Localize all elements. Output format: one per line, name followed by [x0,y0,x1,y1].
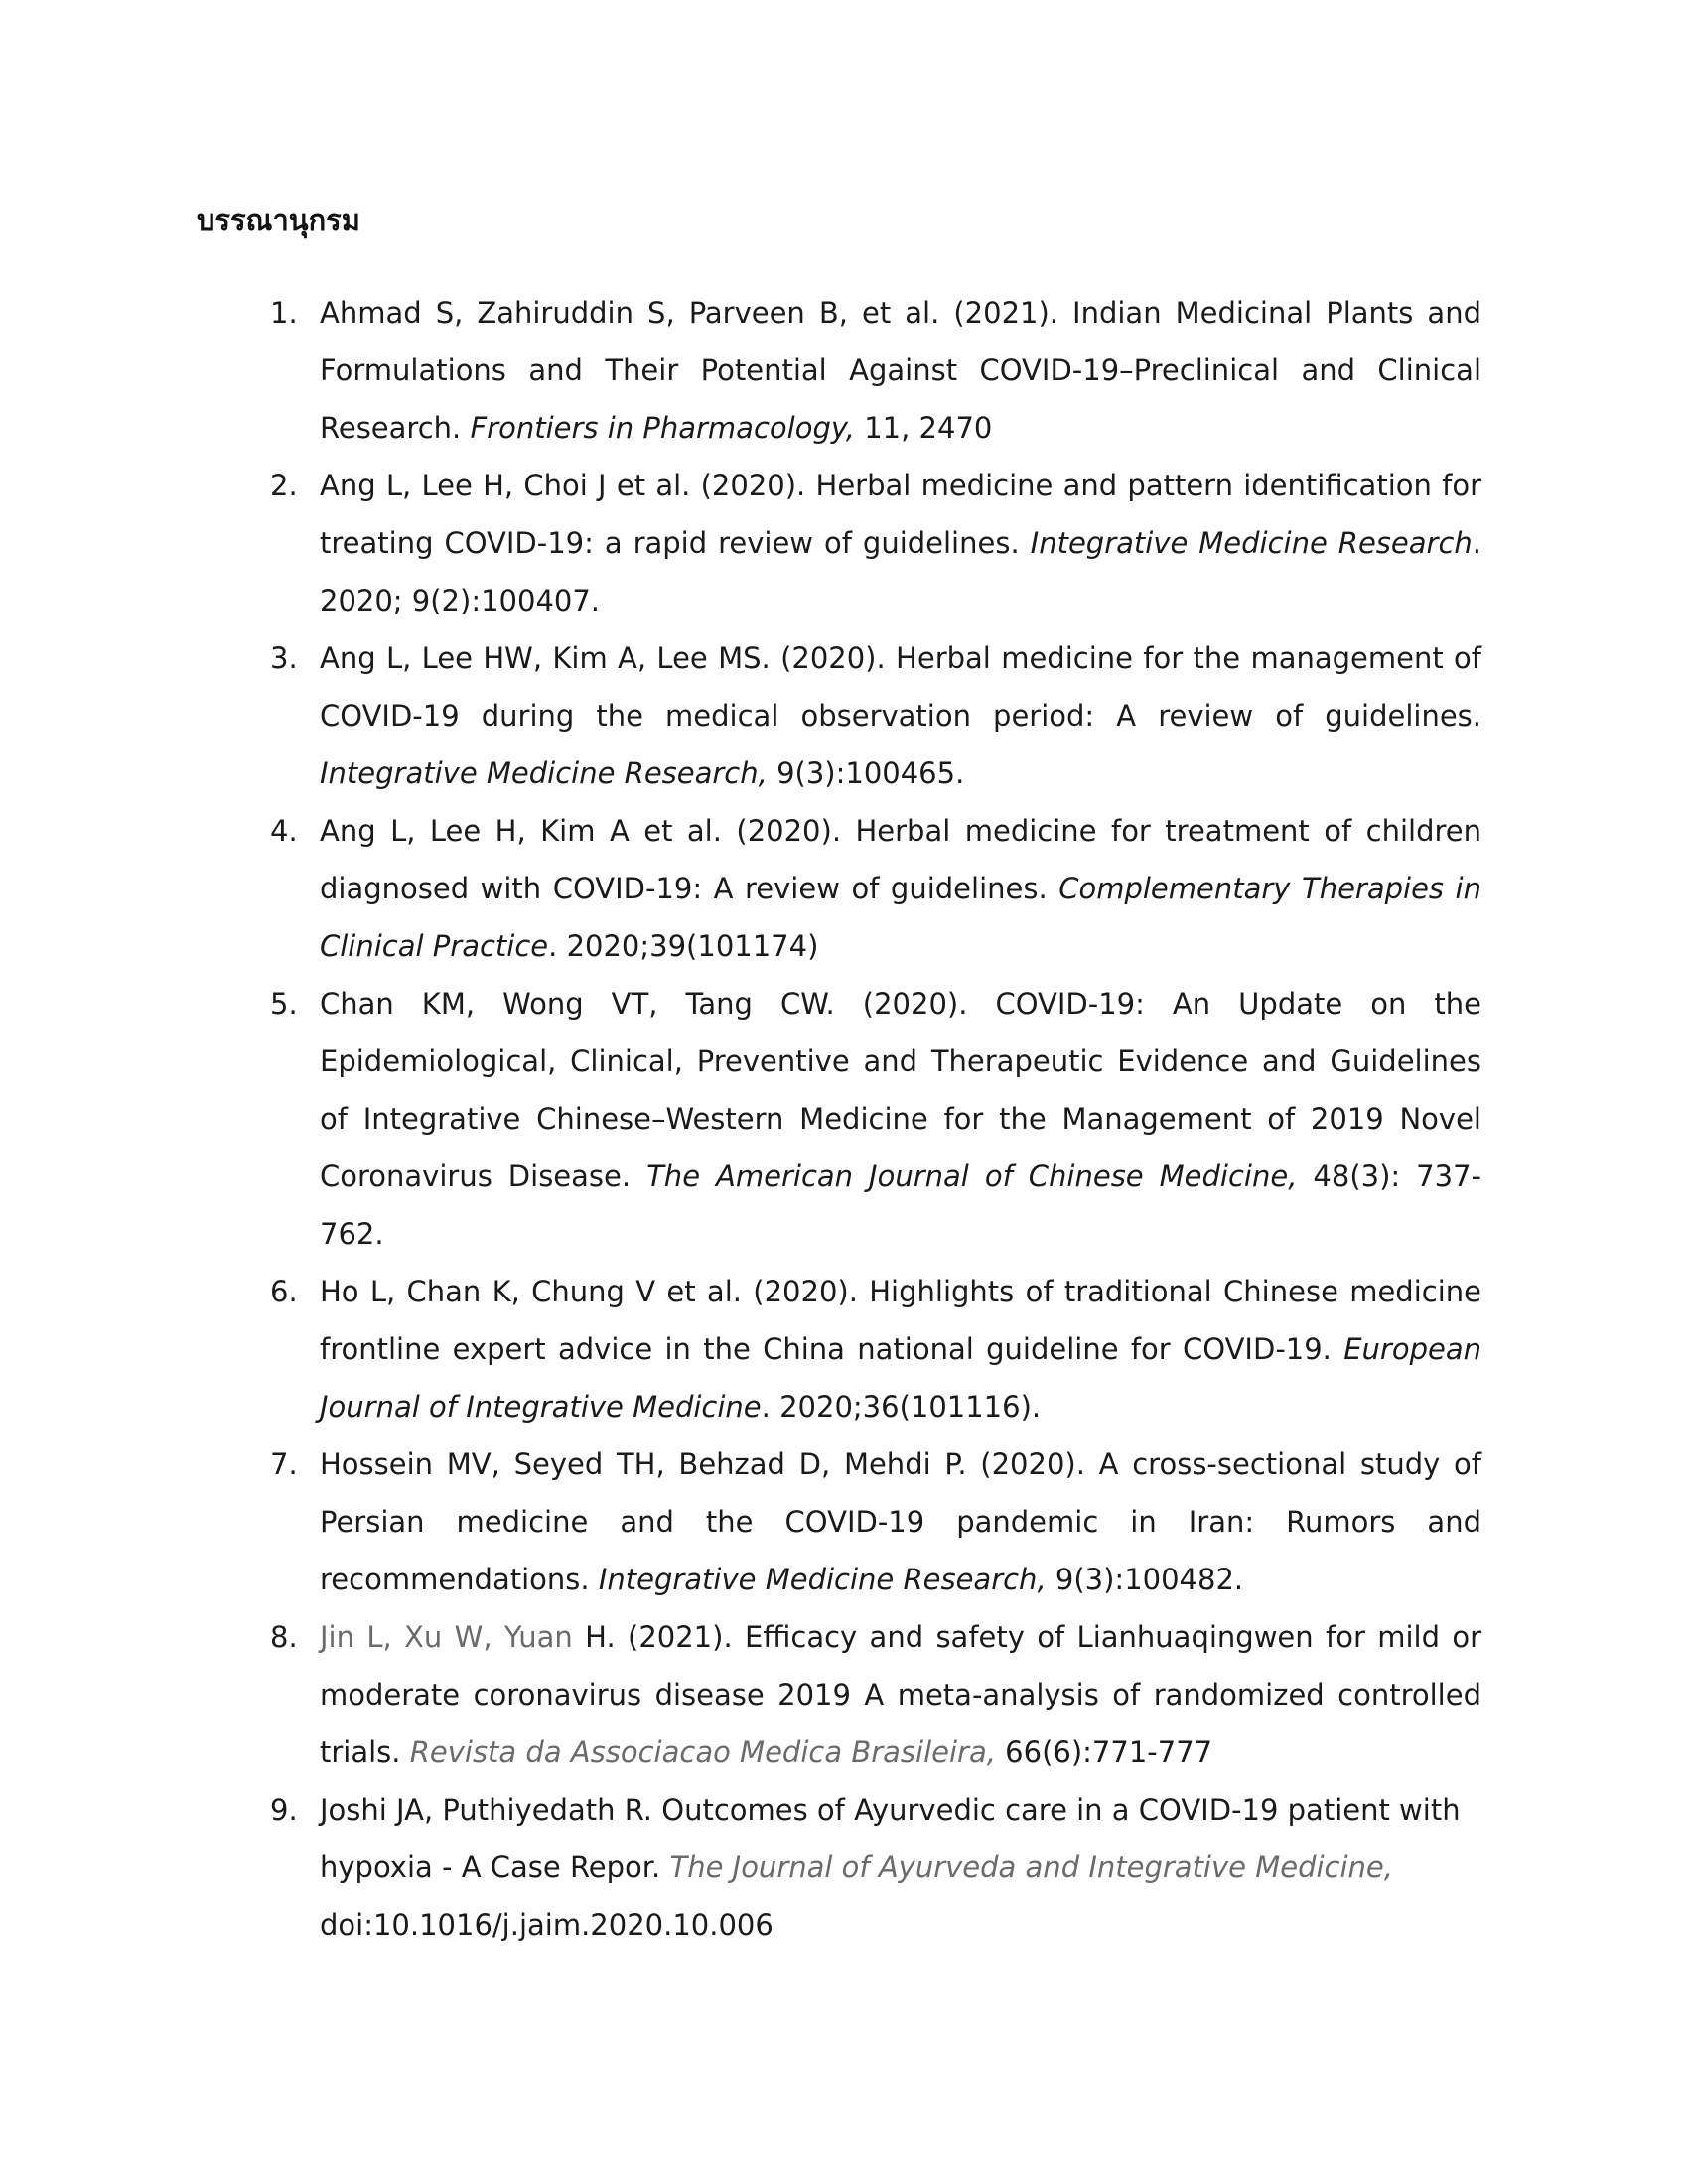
reference-item [0,1781,1481,1954]
reference-number: 5. [270,987,298,1021]
reference-number: 6. [270,1275,298,1308]
reference-journal: Frontiers in Pharmacology, [470,411,855,445]
reference-item [0,284,1481,457]
reference-journal: Integrative Medicine Research, [320,756,768,790]
reference-item [0,629,1481,802]
reference-number: 2. [270,469,298,502]
reference-body: Ahmad S, Zahiruddin S, Parveen B, et al. (2021). Indian Medicinal Plants and Formulations and Their Potential Against COVID-19–Preclinical and Clinical Research. [320,296,1481,445]
reference-tail: doi:10.1016/j.jaim.2020.10.006 [320,1908,774,1942]
reference-text [320,975,1481,1263]
reference-item [0,802,1481,975]
reference-tail: 9(3):100465. [767,756,965,790]
reference-body: Joshi JA, Puthiyedath R. Outcomes of Ayurvedic care in a COVID-19 patient with hypoxia - A Case Repor. [320,1793,1461,1884]
reference-body: Chan KM, Wong VT, Tang CW. (2020). COVID-19: An Update on the Epidemiological, Clinical, Preventive and Therapeutic Evidence and Guidelines of Integrative Chinese–Western Medicine for the Management of 2019 Novel Coronavirus Disease. [320,987,1481,1193]
reference-journal: Integrative Medicine Research, [598,1563,1047,1596]
reference-item [0,975,1481,1263]
reference-journal: Complementary Therapies in Clinical Practice [320,872,1481,963]
reference-tail: . 2020;39(101174) [548,929,819,963]
reference-text [320,457,1481,629]
reference-journal: The American Journal of Chinese Medicine, [646,1160,1298,1193]
reference-body: Hossein MV, Seyed TH, Behzad D, Mehdi P. (2020). A cross-sectional study of Persian medicine and the COVID-19 pandemic in Iran: Rumors and recommendations. [320,1447,1481,1596]
reference-tail: 9(3):100482. [1046,1563,1244,1596]
reference-number: 1. [270,296,298,330]
reference-text [320,629,1481,802]
reference-item [0,1435,1481,1608]
reference-journal: The Journal of Ayurveda and Integrative Medicine, [669,1850,1393,1884]
reference-tail: . 2020;36(101116). [761,1390,1042,1424]
reference-journal: Revista da Associacao Medica Brasileira, [409,1735,996,1769]
reference-tail: 48(3): 737-762. [320,1160,1481,1251]
reference-item [0,1608,1481,1781]
reference-item [0,457,1481,629]
reference-body: Ang L, Lee HW, Kim A, Lee MS. (2020). Herbal medicine for the management of COVID-19 during the medical observation period: A review of guidelines. [320,641,1481,733]
page-title: บรรณานุกรม [197,204,360,237]
reference-authors: Jin L, Xu W, Yuan [320,1620,573,1654]
reference-text [320,1608,1481,1781]
reference-number: 9. [270,1793,298,1827]
reference-list [0,284,1688,1954]
reference-text [320,1781,1481,1954]
reference-number: 4. [270,814,298,848]
reference-text [320,802,1481,975]
reference-tail: 11, 2470 [854,411,993,445]
reference-text [320,1263,1481,1435]
reference-body: Ho L, Chan K, Chung V et al. (2020). Highlights of traditional Chinese medicine frontline expert advice in the China national guideline for COVID-19. [320,1275,1481,1366]
reference-tail: 66(6):771-777 [995,1735,1213,1769]
reference-journal: Integrative Medicine Research [1030,526,1473,560]
reference-body: Ang L, Lee H, Kim A et al. (2020). Herbal medicine for treatment of children diagnosed with COVID-19: A review of guidelines. [320,814,1481,905]
reference-text [320,1435,1481,1608]
reference-tail: . 2020; 9(2):100407. [320,526,1481,617]
reference-number: 3. [270,641,298,675]
reference-number: 8. [270,1620,298,1654]
reference-text [320,284,1481,457]
reference-body: H. (2021). Efficacy and safety of Lianhuaqingwen for mild or moderate coronavirus disease 2019 A meta-analysis of randomized controlled trials. [320,1620,1482,1769]
reference-journal: European Journal of Integrative Medicine [320,1332,1481,1424]
reference-item [0,1263,1481,1435]
reference-number: 7. [270,1447,298,1481]
reference-body: Ang L, Lee H, Choi J et al. (2020). Herbal medicine and pattern identification for treating COVID-19: a rapid review of guidelines. [320,469,1481,560]
